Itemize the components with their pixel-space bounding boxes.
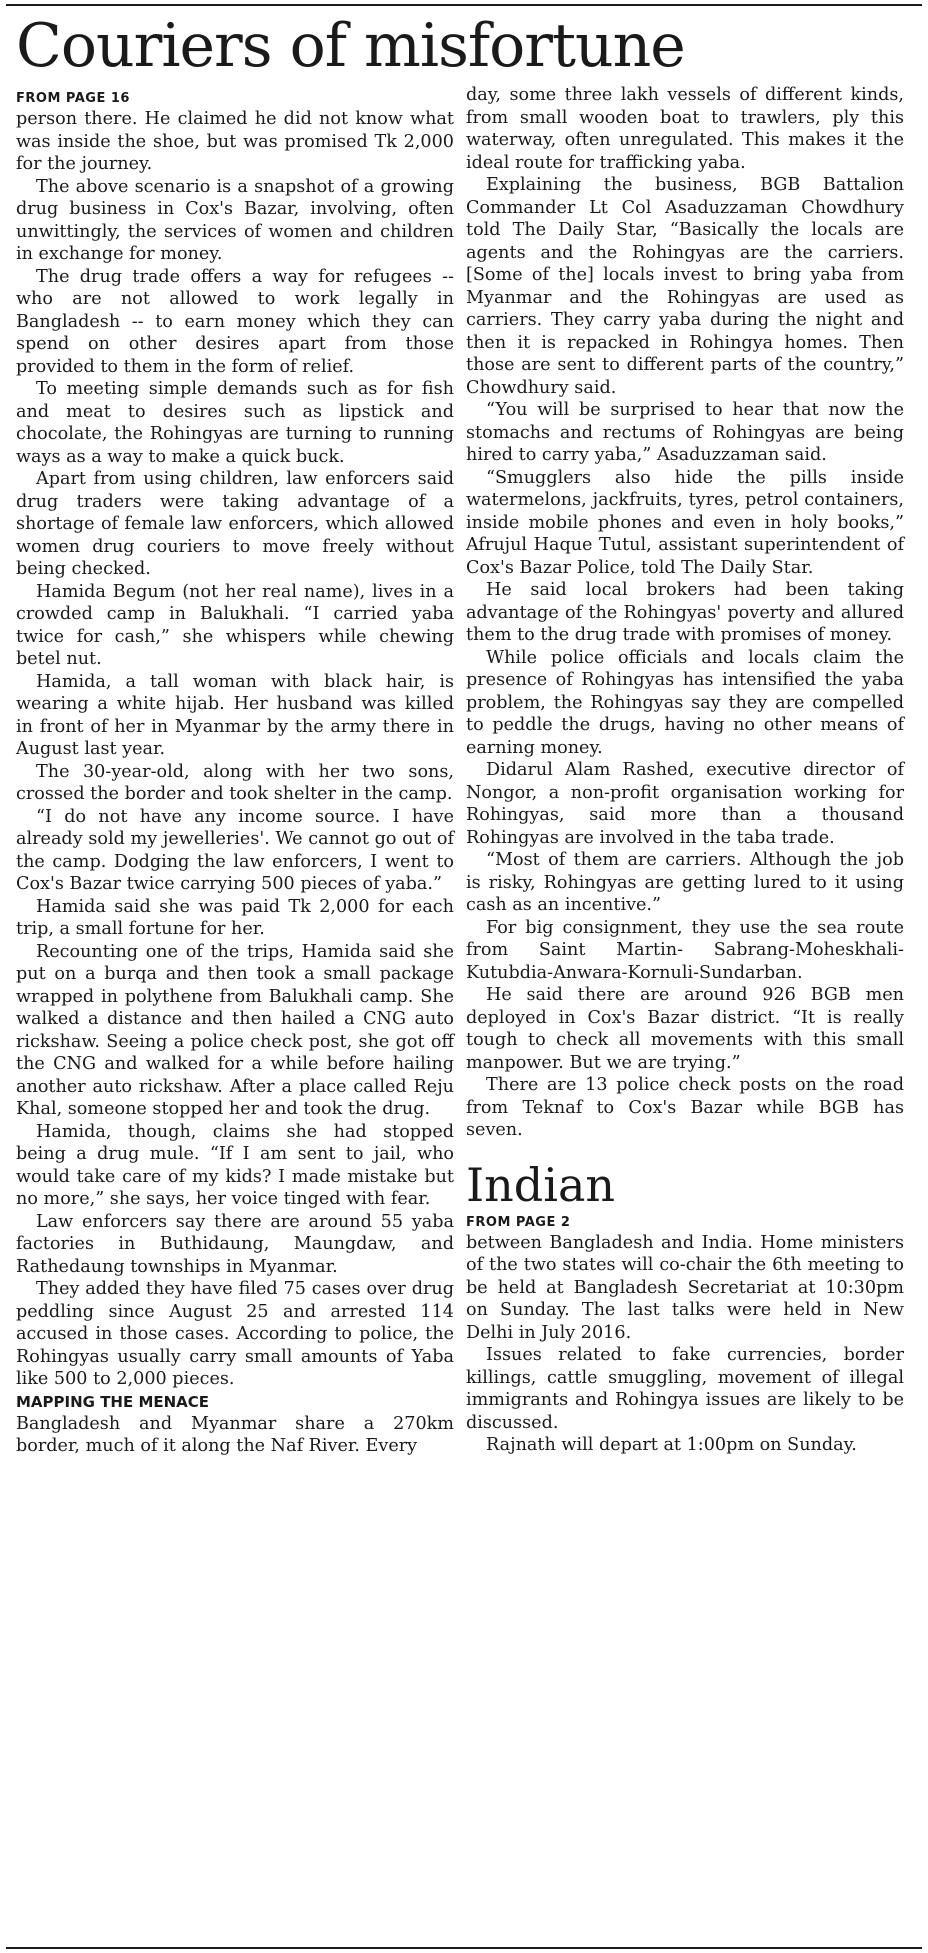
kicker: FROM PAGE 16 (16, 91, 130, 106)
paragraph: Hamida said she was paid Tk 2,000 for each trip, a small fortune for her. (16, 896, 454, 939)
paragraph: “Smugglers also hide the pills inside watermelons, jackfruits, tyres, petrol containers, inside mobile phones and even in holy books,” Afrujul Haque Tutul, assistant superintendent of Cox's Bazar Police, told The Daily Star. (466, 467, 904, 578)
paragraph: To meeting simple demands such as for fish and meat to desires such as lipstick and chocolate, the Rohingyas are turning to running ways as a way to make a quick buck. (16, 379, 454, 467)
paragraph: He said there are around 926 BGB men deployed in Cox's Bazar district. “It is really tough to check all movements with this small manpower. But we are trying.” (466, 985, 904, 1073)
headline: Couriers of misfortune (16, 11, 685, 81)
paragraph: There are 13 police check posts on the road from Teknaf to Cox's Bazar while BGB has seven. (466, 1075, 904, 1140)
paragraph: They added they have filed 75 cases over drug peddling since August 25 and arrested 114 accused in those cases. According to police, the Rohingyas usually carry small amounts of Yaba like 500 to 2,000 pieces. (16, 1279, 454, 1389)
paragraph: He said local brokers had been taking advantage of the Rohingyas' poverty and allured them to the drug trade with promises of money. (466, 580, 904, 645)
paragraph: “I do not have any income source. I have already sold my jewelleries'. We cannot go out of the camp. Dodging the law enforcers, I went to Cox's Bazar twice carrying 500 pieces of yaba.” (16, 806, 454, 894)
indian-kicker: FROM PAGE 2 (466, 1214, 571, 1230)
paragraph: Didarul Alam Rashed, executive director of Nongor, a non-profit organisation working for Rohingyas, said more than a thousand Rohingyas are involved in the taba trade. (466, 760, 904, 848)
indian-headline: Indian (466, 1157, 616, 1212)
right-column (466, 84, 904, 1457)
top-rule (6, 4, 922, 6)
paragraph: day, some three lakh vessels of different kinds, from small wooden boat to trawlers, ply this waterway, often unregulated. This makes it the ideal route for trafficking yaba. (466, 85, 904, 173)
left-column (16, 90, 454, 1458)
paragraph: between Bangladesh and India. Home ministers of the two states will co-chair the 6th meeting to be held at Bangladesh Secretariat at 10:30pm on Sunday. The last talks were held in New Delhi in July 2016. (466, 1232, 904, 1343)
subhead: MAPPING THE MENACE (16, 1392, 210, 1411)
paragraph: The drug trade offers a way for refugees -- who are not allowed to work legally in Bangladesh -- to earn money which they can spend on other desires apart from those provided to them in the form of relief. (16, 266, 454, 377)
paragraph: Rajnath will depart at 1:00pm on Sunday. (486, 1435, 857, 1455)
paragraph: Hamida, a tall woman with black hair, is wearing a white hijab. Her husband was killed in front of her in Myanmar by the army there in August last year. (16, 671, 454, 759)
paragraph: Apart from using children, law enforcers said drug traders were taking advantage of a shortage of female law enforcers, which allowed women drug couriers to move freely without being checked. (16, 469, 454, 579)
paragraph: Bangladesh and Myanmar share a 270km border, much of it along the Naf River. Every (16, 1413, 454, 1456)
paragraph: Explaining the business, BGB Battalion Commander Lt Col Asaduzzaman Chowdhury told The Daily Star, “Basically the locals are agents and the Rohingyas are the carriers. [Some of the] locals invest to bring yaba from Myanmar and the Rohingyas are used as carriers. They carry yaba during the night and then it is repacked in Rohingya homes. Then those are sent to different parts of the country,” Chowdhury said. (466, 175, 904, 398)
paragraph: While police officials and locals claim the presence of Rohingyas has intensified the yaba problem, the Rohingyas say they are compelled to peddle the drugs, having no other means of earning money. (466, 647, 904, 758)
paragraph: Law enforcers say there are around 55 yaba factories in Buthidaung, Maungdaw, and Rathedaung townships in Myanmar. (16, 1211, 454, 1277)
paragraph: For big consignment, they use the sea route from Saint Martin- Sabrang-Moheskhali-Kutubdia-Anwara-Kornuli-Sundarban. (466, 917, 904, 983)
paragraph: “You will be surprised to hear that now the stomachs and rectums of Rohingyas are being hired to carry yaba,” Asaduzzaman said. (466, 400, 904, 465)
paragraph: The 30-year-old, along with her two sons, crossed the border and took shelter in the camp. (16, 761, 454, 804)
paragraph: The above scenario is a snapshot of a growing drug business in Cox's Bazar, involving, often unwittingly, the services of women and children in exchange for money. (16, 176, 454, 264)
paragraph: “Most of them are carriers. Although the job is risky, Rohingyas are getting lured to it using cash as an incentive.” (466, 850, 904, 915)
paragraph: Recounting one of the trips, Hamida said she put on a burqa and then took a small package wrapped in polythene from Balukhali camp. She walked a distance and then hailed a CNG auto rickshaw. Seeing a police check post, she got off the CNG and walked for a while before hailing another auto rickshaw. After a place called Reju Khal, someone stopped her and took the drug. (16, 941, 454, 1119)
paragraph: person there. He claimed he did not know what was inside the shoe, but was promised Tk 2,000 for the journey. (16, 109, 454, 174)
paragraph: Hamida, though, claims she had stopped being a drug mule. “If I am sent to jail, who would take care of my kids? I made mistake but no more,” she says, her voice tinged with fear. (16, 1121, 454, 1209)
paragraph: Issues related to fake currencies, border killings, cattle smuggling, movement of illegal immigrants and Rohingya issues are likely to be discussed. (466, 1345, 904, 1433)
bottom-rule (6, 1947, 922, 1949)
spacer (466, 1142, 904, 1156)
paragraph: Hamida Begum (not her real name), lives in a crowded camp in Balukhali. “I carried yaba twice for cash,” she whispers while chewing betel nut. (16, 581, 454, 669)
